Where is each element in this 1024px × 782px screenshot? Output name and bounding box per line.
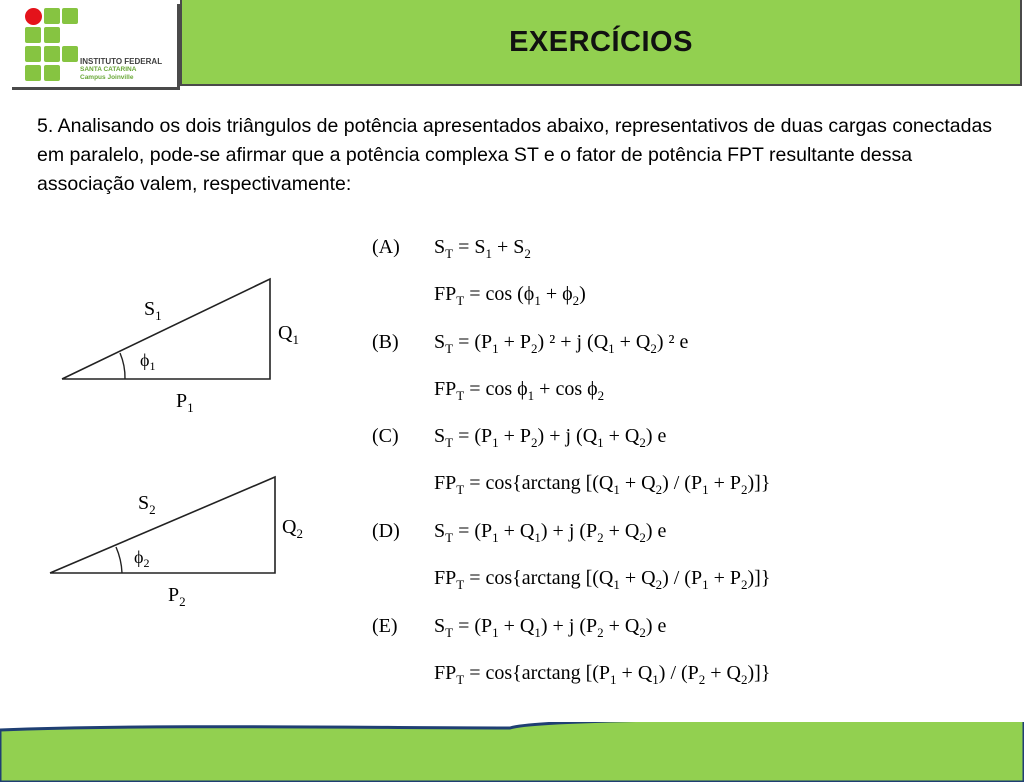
logo-line-3: Campus Joinville <box>80 74 134 81</box>
logo-square <box>25 46 41 62</box>
option-d-formula-st: $S_T = (P_1 + Q_1) + j$ $(P_2 + Q_2)$ e <box>434 520 667 545</box>
logo-red-dot <box>25 8 42 25</box>
triangle-1-adj-label: $P_1$ <box>176 390 194 415</box>
option-b-formula-st: $S_T = (P_1 + P_2) ^2 + j$ $(Q_1 + Q_2)$ ² e <box>434 331 689 356</box>
option-e-formula-fpt: $FP_T = \cos\{\arctan g$ $[(P_1 + Q_1) / (P_2 + Q_2)]$} <box>434 662 771 687</box>
option-c-line-2 <box>434 472 770 498</box>
option-b-line-2 <box>434 378 604 404</box>
triangle-2-hyp-label: $S_2$ <box>138 492 156 517</box>
logo-square <box>25 65 41 81</box>
option-e-line-2 <box>434 662 770 688</box>
option-a-letter: (A) <box>372 236 400 258</box>
logo-square <box>44 65 60 81</box>
option-d-line-2 <box>434 567 770 593</box>
option-d-formula-fpt: $FP_T = \cos\{\arctan g$ $[(Q_1 + Q_2) / (P_1 + P_2)]$} <box>434 567 771 592</box>
logo-line-1: INSTITUTO FEDERAL <box>80 57 163 66</box>
power-triangles-diagram <box>40 265 340 615</box>
triangle-2-opp-label: $Q_2$ <box>282 516 303 541</box>
triangle-1-angle-label: $\phi_1$ <box>140 350 156 373</box>
question-text: 5. Analisando os dois triângulos de potência apresentados abaixo, representativos de duas cargas conectadas em paralelo, pode-se afirmar que a potência complexa ST e o fator de potência FPT resultante dessa associação valem, respectivamente: <box>37 115 993 195</box>
option-a-formula-fpt: $FP_T = \cos (\phi_1 + \phi_2)$ <box>434 283 586 308</box>
logo-text <box>80 58 162 82</box>
option-a-line-1 <box>372 236 531 262</box>
option-a-formula-st: $S_T = S_1 + S_2$ <box>434 236 531 261</box>
logo-square <box>44 8 60 24</box>
triangle-2-angle-label: $\phi_2$ <box>134 547 150 570</box>
triangle-1-opp-label: $Q_1$ <box>278 322 299 347</box>
triangle-1 <box>62 279 299 415</box>
option-c-line-1 <box>372 425 666 451</box>
option-b-formula-fpt: $FP_T = \cos \phi_1 + \cos \phi_2$ <box>434 378 605 403</box>
institution-logo <box>8 2 178 88</box>
option-a-line-2 <box>434 283 586 309</box>
header-bar <box>180 0 1022 86</box>
option-e-line-1 <box>372 615 666 641</box>
option-d-letter: (D) <box>372 520 400 542</box>
triangle-2 <box>50 477 303 609</box>
option-e-letter: (E) <box>372 615 398 637</box>
logo-square <box>62 8 78 24</box>
option-b-letter: (B) <box>372 331 399 353</box>
logo-square <box>25 27 41 43</box>
logo-square <box>44 27 60 43</box>
option-c-letter: (C) <box>372 425 399 447</box>
triangle-2-adj-label: $P_2$ <box>168 584 186 609</box>
option-b-line-1 <box>372 331 688 357</box>
footer-bar <box>0 722 1024 782</box>
option-d-line-1 <box>372 520 666 546</box>
logo-square <box>44 46 60 62</box>
logo-square <box>62 46 78 62</box>
option-c-formula-fpt: $FP_T = \cos\{\arctan g$ $[(Q_1 + Q_2) / (P_1 + P_2)]$} <box>434 472 771 497</box>
logo-line-2: SANTA CATARINA <box>80 66 137 73</box>
page-title: EXERCÍCIOS <box>509 25 693 58</box>
option-c-formula-st: $S_T = (P_1 + P_2) + j$ $(Q_1 + Q_2)$ e <box>434 425 667 450</box>
option-e-formula-st: $S_T = (P_1 + Q_1) + j$ $(P_2 + Q_2)$ e <box>434 615 667 640</box>
triangle-1-hyp-label: $S_1$ <box>144 298 162 323</box>
